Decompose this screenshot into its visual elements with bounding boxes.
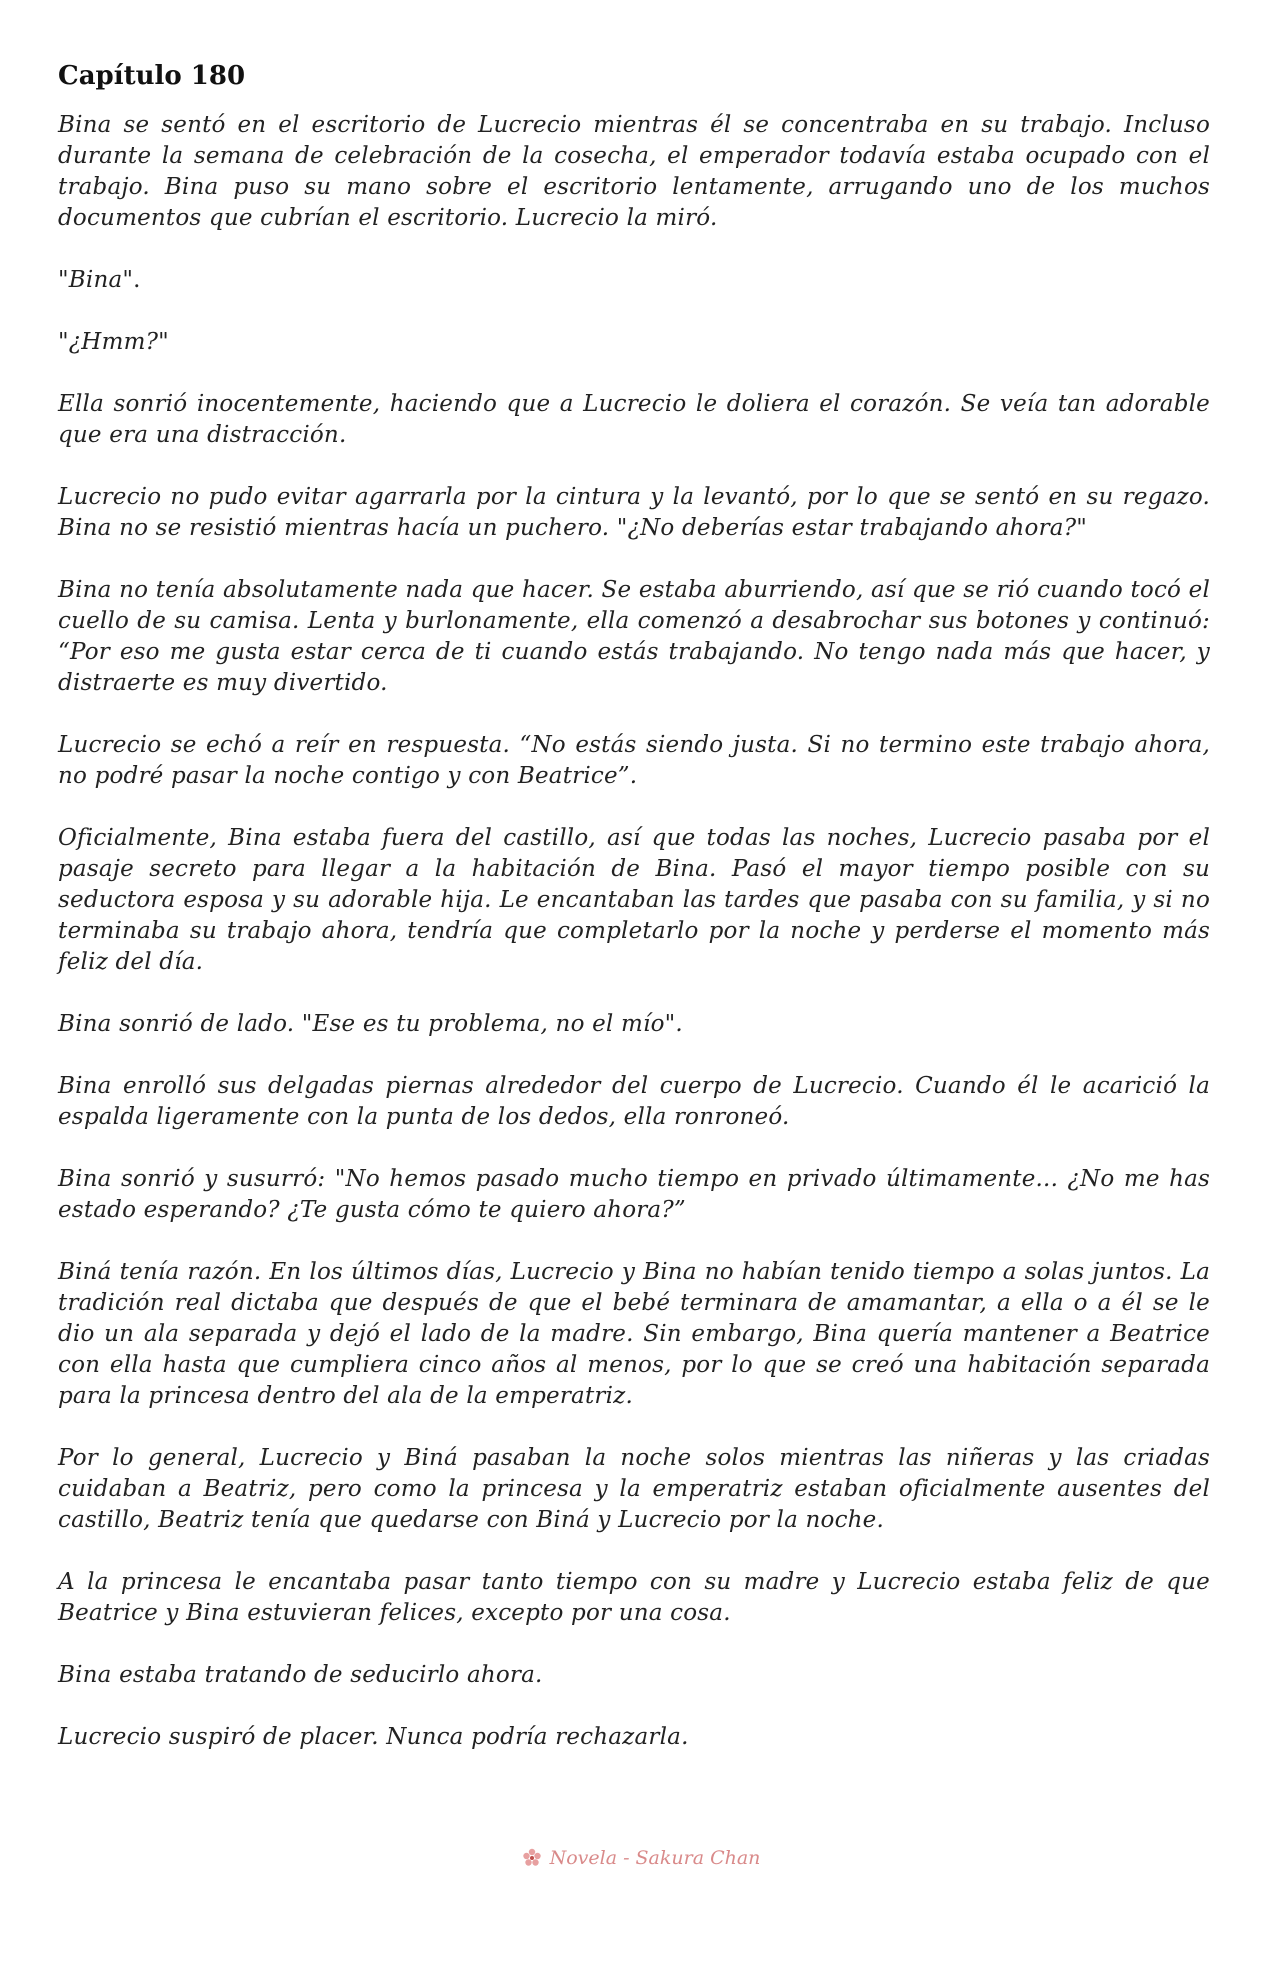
quote-mark: ". [122,267,141,293]
paragraph: Bina enrolló sus delgadas piernas alrededor del cuerpo de Lucrecio. Cuando él le acarició la espalda ligeramente con la punta de los dedos, ella ronroneó. [58,1073,1210,1130]
paragraph: Ella sonrió inocentemente, haciendo que a Lucrecio le doliera el corazón. Se veía tan adorable que era una distracción. [58,391,1210,448]
paragraph: Oficialmente, Bina estaba fuera del castillo, así que todas las noches, Lucrecio pasaba por el pasaje secreto para llegar a la habitación de Bina. Pasó el mayor tiempo posible con su seductora esposa y su adorable hija. Le encantaban las tardes que pasaba con su familia, y si no terminaba su trabajo ahora, tendría que completarlo por la noche y perderse el momento más feliz del día. [58,825,1210,975]
paragraph: Bina se sentó en el escritorio de Lucrecio mientras él se concentraba en su trabajo. Incluso durante la semana de celebración de la cosecha, el emperador todavía estaba ocupado con el trabajo. Bina puso su mano sobre el escritorio lentamente, arrugando uno de los muchos documentos que cubrían el escritorio. Lucrecio la miró. [58,112,1210,231]
paragraph: Bina no tenía absolutamente nada que hacer. Se estaba aburriendo, así que se rió cuando tocó el cuello de su camisa. Lenta y burlonamente, ella comenzó a desabrochar sus botones y continuó: “Por eso me gusta estar cerca de ti cuando estás trabajando. No tengo nada más que hacer, y distraerte es muy divertido. [58,577,1210,696]
watermark [520,1846,761,1870]
dialogue-hmm [58,327,1210,358]
paragraph: Lucrecio suspiró de placer. Nunca podría rechazarla. [58,1724,689,1750]
quote-mark: " [58,329,69,355]
paragraph: Bina estaba tratando de seducirlo ahora. [58,1662,543,1688]
quote-mark: " [158,329,169,355]
paragraph: Lucrecio se echó a reír en respuesta. “No estás siendo justa. Si no termino este trabajo ahora, no podré pasar la noche contigo y con Beatrice”. [58,732,1210,789]
paragraph: Por lo general, Lucrecio y Biná pasaban la noche solos mientras las niñeras y las criadas cuidaban a Beatriz, pero como la princesa y la emperatriz estaban oficialmente ausentes del castillo, Beatriz tenía que quedarse con Biná y Lucrecio por la noche. [58,1445,1210,1533]
paragraph: Lucrecio no pudo evitar agarrarla por la cintura y la levantó, por lo que se sentó en su regazo. Bina no se resistió mientras hacía un puchero. "¿No deberías estar trabajando ahora?" [58,484,1210,541]
paragraph: Bina sonrió y susurró: "No hemos pasado mucho tiempo en privado últimamente... ¿No me has estado esperando? ¿Te gusta cómo te quiero ahora?” [58,1166,1210,1223]
dialogue-bina [58,265,1210,296]
dialogue-text: Bina [68,267,123,293]
paragraph: A la princesa le encantaba pasar tanto tiempo con su madre y Lucrecio estaba feliz de que Beatrice y Bina estuvieran felices, excepto por una cosa. [58,1569,1210,1626]
paragraph: Biná tenía razón. En los últimos días, Lucrecio y Bina no habían tenido tiempo a solas juntos. La tradición real dictaba que después de que el bebé terminara de amamantar, a ella o a él se le dio un ala separada y dejó el lado de la madre. Sin embargo, Bina quería mantener a Beatrice con ella hasta que cumpliera cinco años al menos, por lo que se creó una habitación separada para la princesa dentro del ala de la emperatriz. [58,1259,1210,1409]
document-page [58,58,1210,1784]
paragraph: Bina sonrió de lado. "Ese es tu problema, no el mío". [58,1011,683,1037]
cherry-blossom-icon [520,1846,544,1870]
watermark-text: Novela - Sakura Chan [549,1847,761,1869]
dialogue-text: ¿Hmm? [68,329,159,355]
chapter-title: Capítulo 180 [58,61,246,91]
quote-mark: " [58,267,69,293]
footer-watermark [0,1846,1280,1875]
